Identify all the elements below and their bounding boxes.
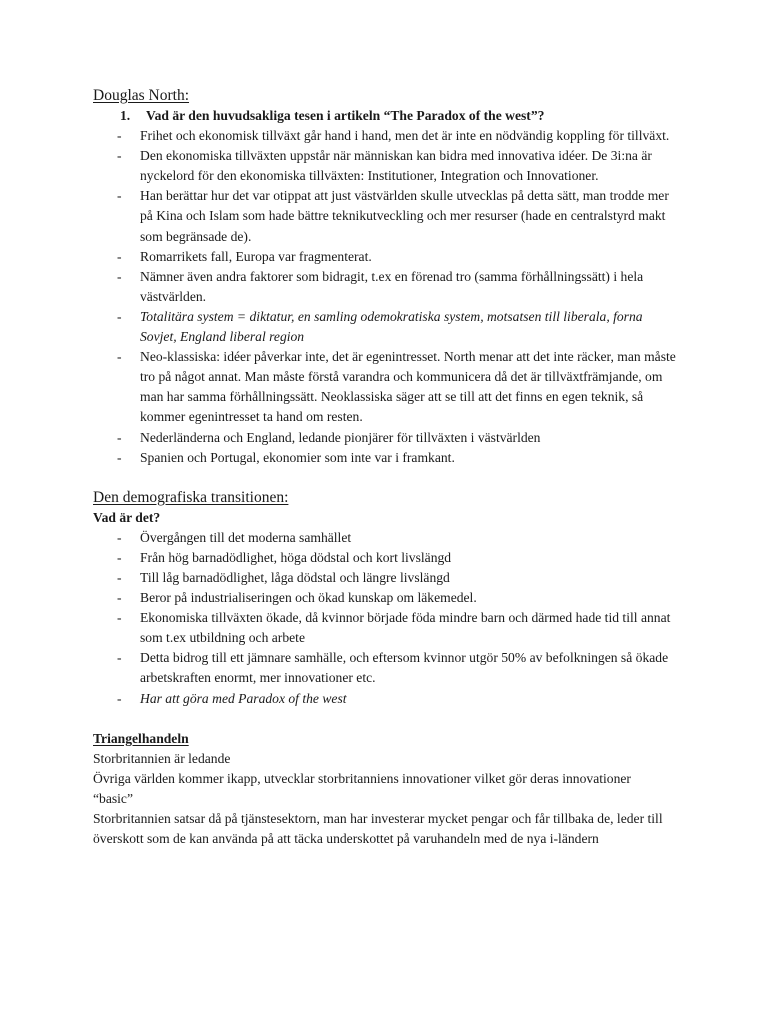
bullet-dash: -	[117, 429, 122, 445]
bullet-dash: -	[117, 529, 122, 545]
bullet-text: Frihet och ekonomisk tillväxt går hand i hand, men det är inte en nödvändig koppling för tillväxt.	[140, 128, 670, 144]
list-item	[93, 267, 768, 307]
bullet-text: Romarrikets fall, Europa var fragmenterat.	[140, 248, 372, 264]
bullet-dash: -	[117, 650, 122, 666]
list-item	[93, 146, 768, 186]
list-item	[93, 648, 768, 688]
bullet-text: Totalitära system = diktatur, en samling odemokratiska system, motsatsen till liberala, forna Sovjet, England liberal region	[140, 308, 643, 345]
triangle-trade-paragraphs	[93, 749, 768, 849]
bullet-dash: -	[117, 569, 122, 585]
paragraph: Övriga världen kommer ikapp, utvecklar storbritanniens innovationer vilket gör deras innovationer “basic”	[93, 770, 631, 806]
bullet-text: Ekonomiska tillväxten ökade, då kvinnor började föda mindre barn och därmed hade tid till annat som t.ex utbildning och arbete	[140, 610, 671, 646]
subheading-what-is-it: Vad är det?	[93, 509, 161, 525]
bullet-text: Han berättar hur det var otippat att just västvärlden skulle utvecklas på detta sätt, man trodde mer på Kina och Islam som hade bättre teknikutveckling och mer resurser (hade en centralstyrd makt som begränsade de).	[140, 188, 669, 244]
bullet-text: Spanien och Portugal, ekonomier som inte var i framkant.	[140, 449, 455, 465]
question-1	[93, 106, 768, 126]
bullet-text: Nämner även andra faktorer som bidragit, t.ex en förenad tro (samma förhållningssätt) i hela västvärlden.	[140, 268, 644, 304]
bullet-dash: -	[117, 590, 122, 606]
bullet-text: Beror på industrialiseringen och ökad kunskap om läkemedel.	[140, 590, 477, 606]
bullet-dash: -	[117, 690, 122, 706]
list-item	[93, 186, 768, 246]
bullet-dash: -	[117, 349, 122, 365]
paragraph: Storbritannien är ledande	[93, 750, 231, 766]
list-item	[93, 548, 768, 568]
north-bullet-list	[93, 126, 768, 468]
bullet-dash: -	[117, 449, 122, 465]
bullet-text: Neo-klassiska: idéer påverkar inte, det är egenintresset. North menar att det inte räcker, man måste tro på något annat. Man måste förstå varandra och kommunicera då det är tillväxtfrämjande, om man har samma förhållningssätt. Neoklassiska säger att se till att det finns en egen teknik, så kommer egenintresset ta hand om resten.	[140, 349, 676, 425]
list-item	[93, 347, 768, 427]
bullet-text: Nederländerna och England, ledande pionjärer för tillväxten i västvärlden	[140, 429, 541, 445]
bullet-text: Till låg barnadödlighet, låga dödstal och längre livslängd	[140, 569, 450, 585]
bullet-dash: -	[117, 308, 122, 324]
bullet-dash: -	[117, 549, 122, 565]
list-item	[93, 568, 768, 588]
section-heading-triangle-trade: Triangelhandeln	[93, 730, 189, 746]
bullet-text: Detta bidrog till ett jämnare samhälle, och eftersom kvinnor utgör 50% av befolkningen så ökade arbetskraften enormt, mer innovationer etc.	[140, 650, 669, 686]
bullet-text: Har att göra med Paradox of the west	[140, 690, 347, 706]
list-item	[93, 588, 768, 608]
list-item	[93, 126, 768, 146]
paragraph: Storbritannien satsar då på tjänstesektorn, man har investerar mycket pengar och får tillbaka de, leder till överskott som de kan använda på att täcka underskottet på varuhandeln med de nya i-ländern	[93, 811, 663, 847]
bullet-dash: -	[117, 248, 122, 264]
list-item	[93, 689, 768, 709]
list-item	[93, 307, 768, 347]
bullet-text: Den ekonomiska tillväxten uppstår när människan kan bidra med innovativa idéer. De 3i:na är nyckelord för den ekonomiska tillväxten: Institutioner, Integration och Innovationer.	[140, 148, 652, 184]
list-item	[93, 448, 768, 468]
section-heading-douglas-north: Douglas North:	[93, 87, 190, 104]
bullet-text: Övergången till det moderna samhället	[140, 529, 352, 545]
bullet-dash: -	[117, 610, 122, 626]
bullet-text: Från hög barnadödlighet, höga dödstal och kort livslängd	[140, 549, 452, 565]
bullet-dash: -	[117, 128, 122, 144]
list-item	[93, 608, 768, 648]
demographic-bullet-list	[93, 528, 768, 709]
bullet-dash: -	[117, 148, 122, 164]
question-text: Vad är den huvudsakliga tesen i artikeln “The Paradox of the west”?	[146, 108, 545, 123]
list-item	[93, 528, 768, 548]
bullet-dash: -	[117, 188, 122, 204]
question-number: 1.	[120, 108, 131, 123]
section-heading-demographic-transition: Den demografiska transitionen:	[93, 488, 289, 506]
list-item	[93, 247, 768, 267]
list-item	[93, 428, 768, 448]
bullet-dash: -	[117, 268, 122, 284]
